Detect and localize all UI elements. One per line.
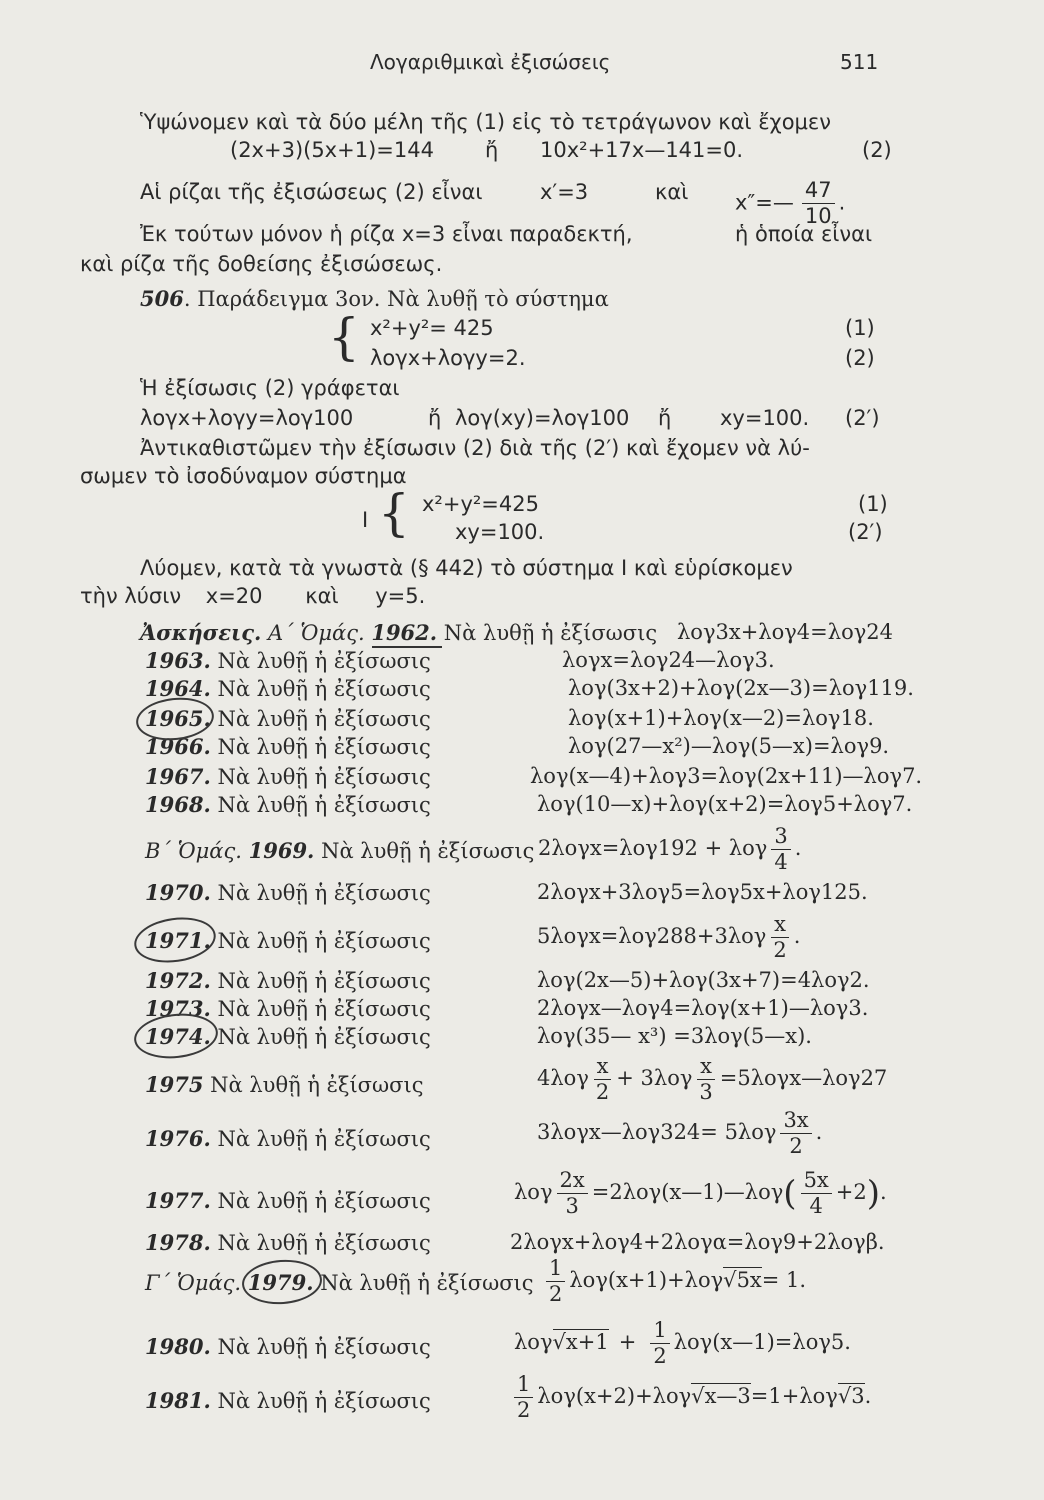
paragraph-line: Αἱ ρίζαι τῆς ἐξισώσεως (2) εἶναι <box>140 180 483 204</box>
exercise-equation: λογ3x+λογ4=λογ24 <box>677 620 893 644</box>
fraction-denominator: 10 <box>804 204 832 228</box>
equation-number: (2) <box>862 138 892 162</box>
section-heading: 506. Παράδειγμα 3ον. Νὰ λυθῇ τὸ σύστημα <box>140 286 609 311</box>
pen-circle-mark <box>131 913 218 968</box>
exercise-equation: λογ(35— x³) =3λογ(5—x). <box>537 1024 812 1048</box>
group-c-label: Γ΄ Ὁμάς. <box>145 1271 242 1295</box>
system-equation: λογx+λογy=2. <box>370 346 526 370</box>
paragraph-line: Ὑψώνομεν καὶ τὰ δύο μέλη τῆς (1) εἰς τὸ τετράγωνον καὶ ἔχομεν <box>140 110 831 134</box>
exercises-heading: Ἀσκήσεις. <box>140 620 262 645</box>
exercise-equation: $\frac{1}{2}$ λογ(x+2)+λογ√x—3=1+λογ√3. <box>510 1374 871 1421</box>
exercise-1967: 1967. Νὰ λυθῇ ἡ ἐξίσωσις <box>145 764 431 789</box>
paragraph-line: Λύομεν, κατὰ τὰ γνωστὰ (§ 442) τὸ σύστημα I καὶ εὑρίσκομεν <box>140 556 793 580</box>
section-title: Παράδειγμα 3ον. Νὰ λυθῇ τὸ σύστημα <box>197 287 609 311</box>
left-brace: { <box>378 484 410 542</box>
equation-number: (1) <box>858 492 888 516</box>
paragraph-line: σωμεν τὸ ἰσοδύναμον σύστημα <box>80 464 407 488</box>
exercise-1978: 1978. Νὰ λυθῇ ἡ ἐξίσωσις <box>145 1230 431 1255</box>
equation-number: (2′) <box>848 520 883 544</box>
exercise-equation: λογ(27—x²)—λογ(5—x)=λογ9. <box>568 734 890 758</box>
section-number: 506 <box>140 286 184 311</box>
exercise-1968: 1968. Νὰ λυθῇ ἡ ἐξίσωσις <box>145 792 431 817</box>
exercise-1974: 1974. Νὰ λυθῇ ἡ ἐξίσωσις <box>145 1024 431 1049</box>
page-number: 511 <box>840 50 879 74</box>
exercise-equation: 4λογ $\frac{x}{2}$ + 3λογ $\frac{x}{3}$ =5λογx—λογ27 <box>537 1054 888 1104</box>
equation: (2x+3)(5x+1)=144 <box>230 138 434 162</box>
exercise-equation: 2λογx=λογ192 + λογ $\frac{3}{4}$ . <box>538 824 802 874</box>
paragraph-line: ἡ ὁποία εἶναι <box>735 222 873 246</box>
exercise-1966: 1966. Νὰ λυθῇ ἡ ἐξίσωσις <box>145 734 431 759</box>
paragraph-line: Ἀντικαθιστῶμεν τὴν ἐξίσωσιν (2) διὰ τῆς (2′) καὶ ἔχομεν νὰ λύ- <box>140 436 810 460</box>
exercise-1970: 1970. Νὰ λυθῇ ἡ ἐξίσωσις <box>145 880 431 905</box>
equation-number: (1) <box>845 316 875 340</box>
exercise-1976: 1976. Νὰ λυθῇ ἡ ἐξίσωσις <box>145 1126 431 1151</box>
exercise-equation: 2λογx—λογ4=λογ(x+1)—λογ3. <box>537 996 869 1020</box>
equation: λογx+λογy=λογ100 <box>140 406 354 430</box>
text-or: ἤ <box>428 406 442 430</box>
exercise-equation: $\frac{1}{2}$ λογ(x+1)+λογ√5x= 1. <box>542 1258 806 1305</box>
exercise-1980: 1980. Νὰ λυθῇ ἡ ἐξίσωσις <box>145 1334 431 1359</box>
system-equation: x²+y²= 425 <box>370 316 494 340</box>
paragraph-line: καὶ ρίζα τῆς δοθείσης ἐξισώσεως. <box>80 252 443 276</box>
exercise-1963: 1963. Νὰ λυθῇ ἡ ἐξίσωσις <box>145 648 431 673</box>
exercise-1973: 1973. Νὰ λυθῇ ἡ ἐξίσωσις <box>145 996 431 1021</box>
exercise-equation: 2λογx+λογ4+2λογα=λογ9+2λογβ. <box>510 1230 885 1254</box>
left-brace: { <box>328 308 360 366</box>
exercise-1964: 1964. Νὰ λυθῇ ἡ ἐξίσωσις <box>145 676 431 701</box>
group-b-label: Β΄ Ὁμάς. <box>145 839 242 863</box>
exercise-1972: 1972. Νὰ λυθῇ ἡ ἐξίσωσις <box>145 968 431 993</box>
text-and: καὶ <box>655 180 689 204</box>
equation: 10x²+17x—141=0. <box>540 138 744 162</box>
exercise-equation: λογx=λογ24—λογ3. <box>562 648 775 672</box>
text-or: ἤ <box>658 406 672 430</box>
equation-number: (2′) <box>845 406 880 430</box>
exercise-equation: 3λογx—λογ324= 5λογ $\frac{3x}{2}$ . <box>537 1108 823 1158</box>
paragraph-line: Ἐκ τούτων μόνον ἡ ρίζα x=3 εἶναι παραδεκτή, <box>140 222 633 246</box>
exercise-equation: 2λογx+3λογ5=λογ5x+λογ125. <box>537 880 868 904</box>
exercise-prompt: Νὰ λυθῇ ἡ ἐξίσωσις <box>443 621 658 645</box>
paragraph-line: τὴν λύσιν x=20 καὶ y=5. <box>80 584 426 608</box>
exercise-equation: 5λογx=λογ288+3λογ $\frac{x}{2}$ . <box>537 912 801 962</box>
root-value: x′=3 <box>540 180 589 204</box>
exercise-number: 1962. <box>371 620 438 645</box>
exercise-1981: 1981. Νὰ λυθῇ ἡ ἐξίσωσις <box>145 1388 431 1413</box>
exercise-equation: λογ(10—x)+λογ(x+2)=λογ5+λογ7. <box>537 792 913 816</box>
pen-circle-mark <box>241 1257 324 1306</box>
exercise-1962 <box>140 620 657 645</box>
running-header-title: Λογαριθμικαὶ ἐξισώσεις <box>370 50 611 74</box>
pen-underline-mark <box>372 646 442 648</box>
system-label: I <box>362 508 369 532</box>
root-value: x″=— $\frac{47}{10}$ . <box>735 178 846 228</box>
exercise-equation: λογ(x—4)+λογ3=λογ(2x+11)—λογ7. <box>530 764 923 788</box>
paragraph-line: Ἡ ἐξίσωσις (2) γράφεται <box>140 376 400 400</box>
exercise-equation: λογ(3x+2)+λογ(2x—3)=λογ119. <box>568 676 914 700</box>
system-equation: xy=100. <box>455 520 545 544</box>
exercise-1979: Γ΄ Ὁμάς. 1979. Νὰ λυθῇ ἡ ἐξίσωσις <box>145 1270 534 1295</box>
group-a-label: Α΄ Ὁμάς. <box>267 621 365 645</box>
exercise-1965: 1965. Νὰ λυθῇ ἡ ἐξίσωσις <box>145 706 431 731</box>
exercise-1969: Β΄ Ὁμάς. 1969. Νὰ λυθῇ ἡ ἐξίσωσις <box>145 838 535 863</box>
exercise-1977: 1977. Νὰ λυθῇ ἡ ἐξίσωσις <box>145 1188 431 1213</box>
exercise-equation: λογ(x+1)+λογ(x—2)=λογ18. <box>568 706 874 730</box>
equation: λογ(xy)=λογ100 <box>455 406 630 430</box>
equation: xy=100. <box>720 406 810 430</box>
exercise-equation: λογ $\frac{2x}{3}$ =2λογ(x—1)—λογ( $\frac{5x}{4}$ +2). <box>514 1168 887 1218</box>
equation-number: (2) <box>845 346 875 370</box>
exercise-1971: 1971. Νὰ λυθῇ ἡ ἐξίσωσις <box>145 928 431 953</box>
system-equation: x²+y²=425 <box>422 492 539 516</box>
fraction-numerator: 47 <box>802 180 835 204</box>
exercise-equation: λογ√x+1 + $\frac{1}{2}$ λογ(x—1)=λογ5. <box>514 1318 851 1368</box>
text-or: ἤ <box>485 138 499 162</box>
exercise-equation: λογ(2x—5)+λογ(3x+7)=4λογ2. <box>537 968 870 992</box>
exercise-1975: 1975 Νὰ λυθῇ ἡ ἐξίσωσις <box>145 1072 424 1097</box>
